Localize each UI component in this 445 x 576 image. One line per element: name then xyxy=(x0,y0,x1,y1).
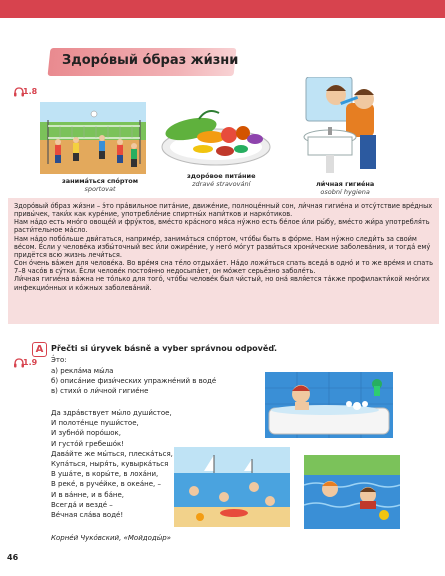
answer-option-a[interactable]: а) рекла́ма мы́ла xyxy=(51,367,114,375)
poem-line: И полоте́нце пуши́стое, xyxy=(51,419,139,428)
task-intro: Э́то: xyxy=(51,356,67,364)
poem-line: И в ва́нне, и в ба́не, xyxy=(51,490,124,499)
poem-line: Всегда́ и везде́ – xyxy=(51,500,113,509)
page-number: 46 xyxy=(7,553,19,562)
caption-sport-ru: занима́ться спо́ртом xyxy=(62,177,139,185)
info-paragraph: Нам на́до побо́льше дви́гаться, наприме́р, занима́ться спо́ртом, что́бы быть в фо́рме. Нам ну́жно следи́ть за свои́м ве́сом. Е́сли у челове́ка избы́точный вес и́ли ожире́ние, у него́ мо́гут разви́ться хрони́ческие заболева́ния, и тогда́ ему́ придётся всю жизнь лечи́ться. xyxy=(14,234,431,259)
healthy-food-illustration xyxy=(159,103,273,169)
task-instruction: Přečti si úryvek básně a vyber správnou odpověď. xyxy=(51,344,278,353)
poem-line: Да здра́вствует мы́ло души́стое, xyxy=(51,409,172,417)
poem-line: И густо́й гребешо́к! xyxy=(51,439,125,448)
swimming-illustration xyxy=(304,455,400,529)
audio-track-1[interactable] xyxy=(13,86,38,98)
section-title: Здоро́вый о́браз жи́зни xyxy=(62,53,239,68)
caption-food-cz: zdravé stravování xyxy=(192,180,251,188)
caption-sport-cz: sportovat xyxy=(84,185,116,193)
sport-illustration xyxy=(40,102,146,174)
poem-line: В реке́, в руче́йке, в океа́не, – xyxy=(51,480,161,489)
poem-line: Купа́ться, ныря́ть, кувыркáться xyxy=(51,460,169,469)
beach-illustration xyxy=(174,447,290,527)
caption-food-ru: здоро́вое пита́ние xyxy=(187,172,256,180)
caption-hygiene xyxy=(316,180,374,196)
poem xyxy=(51,408,173,520)
bathing-illustration xyxy=(265,372,393,438)
poem-author: Корне́й Чуко́вский, «Мойдоды́р» xyxy=(51,534,172,542)
caption-hygiene-cz: osobní hygiena xyxy=(320,188,370,196)
caption-sport xyxy=(62,177,138,193)
poem-line: Ве́чная сла́ва воде́! xyxy=(51,511,124,520)
poem-line: Дава́йте же мы́ться, плеска́ться, xyxy=(51,449,173,458)
answer-option-c[interactable]: в) стихи́ о ли́чной гигие́не xyxy=(51,387,149,395)
caption-food xyxy=(187,172,256,188)
audio-track-2[interactable] xyxy=(13,357,38,369)
answer-option-b[interactable]: б) описа́ние физи́ческих упражне́ний в воде́ xyxy=(51,377,217,385)
poem-line: И зубно́й поро́шок, xyxy=(51,429,122,438)
top-color-bar xyxy=(0,0,445,18)
info-text xyxy=(14,202,434,292)
info-paragraph: Нам на́до есть мно́го овоще́й и фру́ктов, вме́сто кра́сного мя́са ну́жно есть бе́лое и́ли ры́бу, вме́сто жи́ра употребля́ть расти́тельное ма́сло. xyxy=(14,218,430,235)
hygiene-illustration xyxy=(300,77,392,175)
poem-line: В уша́те, в коры́те, в лоха́ни, xyxy=(51,470,159,479)
audio-track-2-label: 1.9 xyxy=(23,358,38,367)
info-paragraph: Сон о́чень ва́жен для челове́ка. Во вре́мя сна те́ло отдыха́ет. На́до ложи́ться спать вседа́ в одно́ и то же вре́мя и спать 7–8 часо́в в су́тки. Е́сли челове́к постоя́нно недосыпа́ет, он мо́жет серьёзно заболе́ть. xyxy=(14,259,434,276)
info-paragraph: Ли́чная гигие́на ва́жна не то́лько для того́, что́бы челове́к был чи́стый, но она́ явля́ется та́кже профилакти́кой мно́гих инфекцио́нных и ко́жных заболева́ний. xyxy=(14,275,430,292)
info-paragraph: Здоро́вый о́браз жи́зни – э́то пра́вильное пита́ние, движе́ние, полноце́нный сон, ли́чная гигие́на и отсу́тствие вре́дных привы́чек, таки́х как куре́ние, употребле́ние спиртны́х напи́тков и нарко́тиков. xyxy=(14,202,433,219)
task-label: A xyxy=(32,342,47,357)
audio-track-1-label: 1.8 xyxy=(23,87,38,96)
caption-hygiene-ru: ли́чная гигие́на xyxy=(316,180,375,188)
